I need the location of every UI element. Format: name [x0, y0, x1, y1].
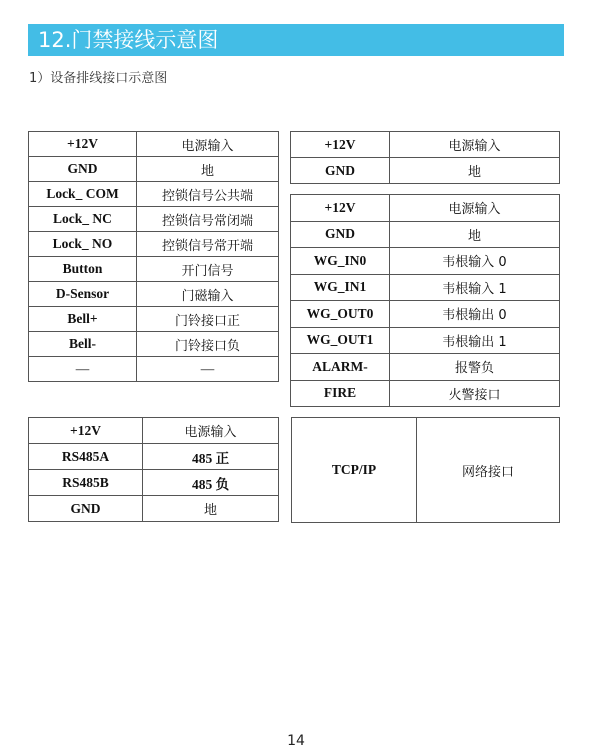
- pin-function: 报警负: [390, 354, 560, 381]
- pin-function: 韦根输入 1: [390, 274, 560, 301]
- table-row: [291, 301, 560, 328]
- pin-function: 韦根输出 1: [390, 327, 560, 354]
- pin-function: 开门信号: [137, 257, 279, 282]
- rs485-table: [28, 417, 279, 522]
- pin-function: 控锁信号常开端: [137, 232, 279, 257]
- pin-name: —: [29, 357, 137, 382]
- table-row: [291, 354, 560, 381]
- pin-function: 韦根输入 0: [390, 248, 560, 275]
- table-row: [291, 158, 560, 184]
- section-title: 12.门禁接线示意图: [38, 28, 219, 52]
- table-row: [29, 182, 279, 207]
- table-row: [29, 132, 279, 157]
- pin-function: 门磁输入: [137, 282, 279, 307]
- table-row: [291, 132, 560, 158]
- table-row: [291, 380, 560, 407]
- pin-name: RS485B: [29, 470, 143, 496]
- pin-name: RS485A: [29, 444, 143, 470]
- pin-function: 地: [390, 221, 560, 248]
- pin-function: 电源输入: [143, 418, 279, 444]
- pin-function: 火警接口: [390, 380, 560, 407]
- page-number: 14: [287, 733, 305, 749]
- pin-name: Button: [29, 257, 137, 282]
- table-row: [29, 332, 279, 357]
- pin-function: 韦根输出 0: [390, 301, 560, 328]
- table-row: [291, 274, 560, 301]
- pin-function: 电源输入: [137, 132, 279, 157]
- pin-name: WG_OUT1: [291, 327, 390, 354]
- pin-function: 485 正: [143, 444, 279, 470]
- table-row: [292, 418, 560, 523]
- pin-name: FIRE: [291, 380, 390, 407]
- table-row: [291, 327, 560, 354]
- pin-name: GND: [291, 158, 390, 184]
- pin-name: Lock_ COM: [29, 182, 137, 207]
- pin-function: 485 负: [143, 470, 279, 496]
- pin-name: +12V: [291, 132, 390, 158]
- pin-name: Lock_ NO: [29, 232, 137, 257]
- pin-name: GND: [29, 157, 137, 182]
- table-row: [29, 357, 279, 382]
- section-banner: [28, 24, 564, 56]
- pin-function: 控锁信号常闭端: [137, 207, 279, 232]
- pin-name: Lock_ NC: [29, 207, 137, 232]
- pin-function: 门铃接口负: [137, 332, 279, 357]
- table-row: [29, 444, 279, 470]
- pin-name: WG_OUT0: [291, 301, 390, 328]
- table-row: [29, 157, 279, 182]
- table-row: [29, 470, 279, 496]
- table-row: [291, 248, 560, 275]
- pin-name: Bell-: [29, 332, 137, 357]
- pin-name: +12V: [29, 418, 143, 444]
- pin-function: 门铃接口正: [137, 307, 279, 332]
- table-row: [291, 195, 560, 222]
- subsection-title: 1）设备排线接口示意图: [29, 71, 168, 86]
- table-row: [29, 418, 279, 444]
- main-wiring-table: [28, 131, 279, 382]
- pin-function: 地: [390, 158, 560, 184]
- pin-name: ALARM-: [291, 354, 390, 381]
- table-row: [29, 307, 279, 332]
- pin-function: 地: [143, 496, 279, 522]
- pin-name: +12V: [29, 132, 137, 157]
- pin-name: TCP/IP: [292, 418, 417, 523]
- pin-function: 网络接口: [417, 418, 560, 523]
- pin-name: WG_IN1: [291, 274, 390, 301]
- power-table: [290, 131, 560, 184]
- pin-name: WG_IN0: [291, 248, 390, 275]
- pin-name: +12V: [291, 195, 390, 222]
- pin-function: 电源输入: [390, 132, 560, 158]
- pin-name: D-Sensor: [29, 282, 137, 307]
- network-table: [291, 417, 560, 523]
- pin-function: 地: [137, 157, 279, 182]
- pin-function: 控锁信号公共端: [137, 182, 279, 207]
- wiegand-table: [290, 194, 560, 407]
- table-row: [29, 257, 279, 282]
- pin-name: GND: [29, 496, 143, 522]
- pin-name: GND: [291, 221, 390, 248]
- table-row: [29, 282, 279, 307]
- table-row: [29, 496, 279, 522]
- table-row: [291, 221, 560, 248]
- pin-name: Bell+: [29, 307, 137, 332]
- pin-function: —: [137, 357, 279, 382]
- pin-function: 电源输入: [390, 195, 560, 222]
- table-row: [29, 232, 279, 257]
- table-row: [29, 207, 279, 232]
